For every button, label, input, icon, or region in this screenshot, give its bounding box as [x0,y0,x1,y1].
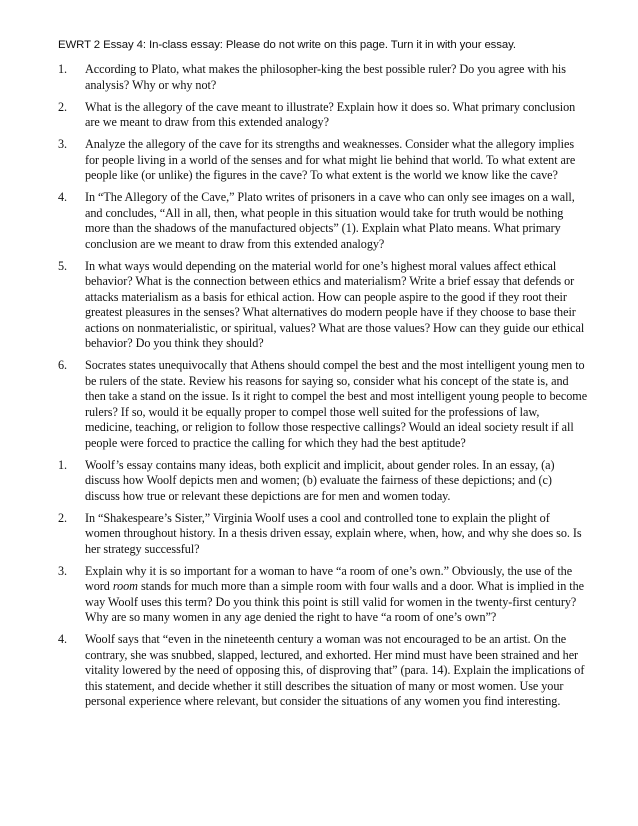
item-text: What is the allegory of the cave meant to illustrate? Explain how it does so. What primary conclusion are we meant to draw from this extended analogy? [85,99,576,129]
list-item [58,358,588,451]
item-text: Woolf says that “even in the nineteenth century a woman was not encouraged to be an artist. On the contrary, she was snubbed, slapped, lectured, and exhorted. Her mind must have been strained and her vitality lowered by the need of opposing this, of disproving that” (para. 14). Explain the implications of this statement, and decide whether it still describes the situation of many or most women. Use your personal experience where relevant, but consider the situations of any women you find interesting. [85,632,585,708]
woolf-questions-list [58,458,588,710]
list-item [58,564,588,626]
list-item [58,632,588,710]
item-text: According to Plato, what makes the philosopher-king the best possible ruler? Do you agree with his analysis? Why or why not? [85,62,566,92]
list-item [58,259,588,352]
item-number: 4. [58,190,68,204]
item-text-end: stands for much more than a simple room with four walls and a door. What is implied in the way Woolf uses this term? Do you think this point is still valid for women in the twenty-first century? Why are so many women in any age denied the right to have “a room of one’s own”? [85,579,585,624]
plato-questions-list [58,62,588,451]
item-text-start: Explain why it is so important for a woman to have “a room of one’s own.” Obviously, the use of the word [85,563,573,593]
item-number: 4. [58,632,68,646]
item-number: 1. [58,457,68,472]
list-item [58,511,588,558]
item-text: Woolf’s essay contains many ideas, both explicit and implicit, about gender roles. In an essay, (a) discuss how Woolf depicts men and women; (b) evaluate the fairness of these depictions; and (c) discuss how true or relevant these depictions are for men and women today. [85,457,555,503]
item-text: In “The Allegory of the Cave,” Plato writes of prisoners in a cave who can only see images on a wall, and concludes, “All in all, then, what people in this situation would take for truth would be nothing more than the shadows of the manufactured objects” (1). Explain what Plato means. What primary conclusion are we meant to draw from this extended analogy? [85,190,575,251]
item-text: In what ways would depending on the material world for one’s highest moral values affect ethical behavior? What is the connection between ethics and materialism? Write a brief essay that defends or attacks materialism as a basis for ethical action. How can people aspire to the good if they root their greatest pleasures in the senses? What alternatives do modern people have if they choose to base their actions on nonmaterialistic, or spiritual, values? What are those values? How can they guide our ethical behavior? Do you think they should? [85,258,585,350]
list-item [58,458,588,505]
item-number: 1. [58,62,68,76]
item-text: Analyze the allegory of the cave for its strengths and weaknesses. Consider what the allegory implies for people living in a world of the senses and for what might lie behind that world. To what extent are people like (or unlike) the figures in the cave? To what extent is the world we know like the cave? [85,137,576,182]
item-number: 3. [58,563,68,578]
item-number: 5. [58,258,68,273]
page-header: EWRT 2 Essay 4: In-class essay: Please do not write on this page. Turn it in with your essay. [58,39,516,51]
item-text: In “Shakespeare’s Sister,” Virginia Woolf uses a cool and controlled tone to explain the plight of women throughout history. In a thesis driven essay, explain where, when, how, and why she does so. Is her strategy successful? [85,510,582,556]
list-item [58,100,588,131]
item-number: 3. [58,137,68,151]
item-number: 6. [58,358,68,372]
item-number: 2. [58,99,68,114]
item-number: 2. [58,510,68,525]
item-text: Socrates states unequivocally that Athens should compel the best and the most intelligent young men to be rulers of the state. Review his reasons for saying so, consider what his concept of the state is, and then take a stand on the issue. Is it right to compel the best and most intelligent young people to become rulers? If so, would it be equally proper to compel those well suited for the professions of law, medicine, teaching, or religion to follow those respective callings? Would an ideal society result if all people were forced to practice the calling for which they had the best aptitude? [85,358,588,450]
list-item [58,190,588,252]
item-text-emphasis: room [112,579,138,593]
list-item [58,62,588,93]
list-item [58,137,588,184]
